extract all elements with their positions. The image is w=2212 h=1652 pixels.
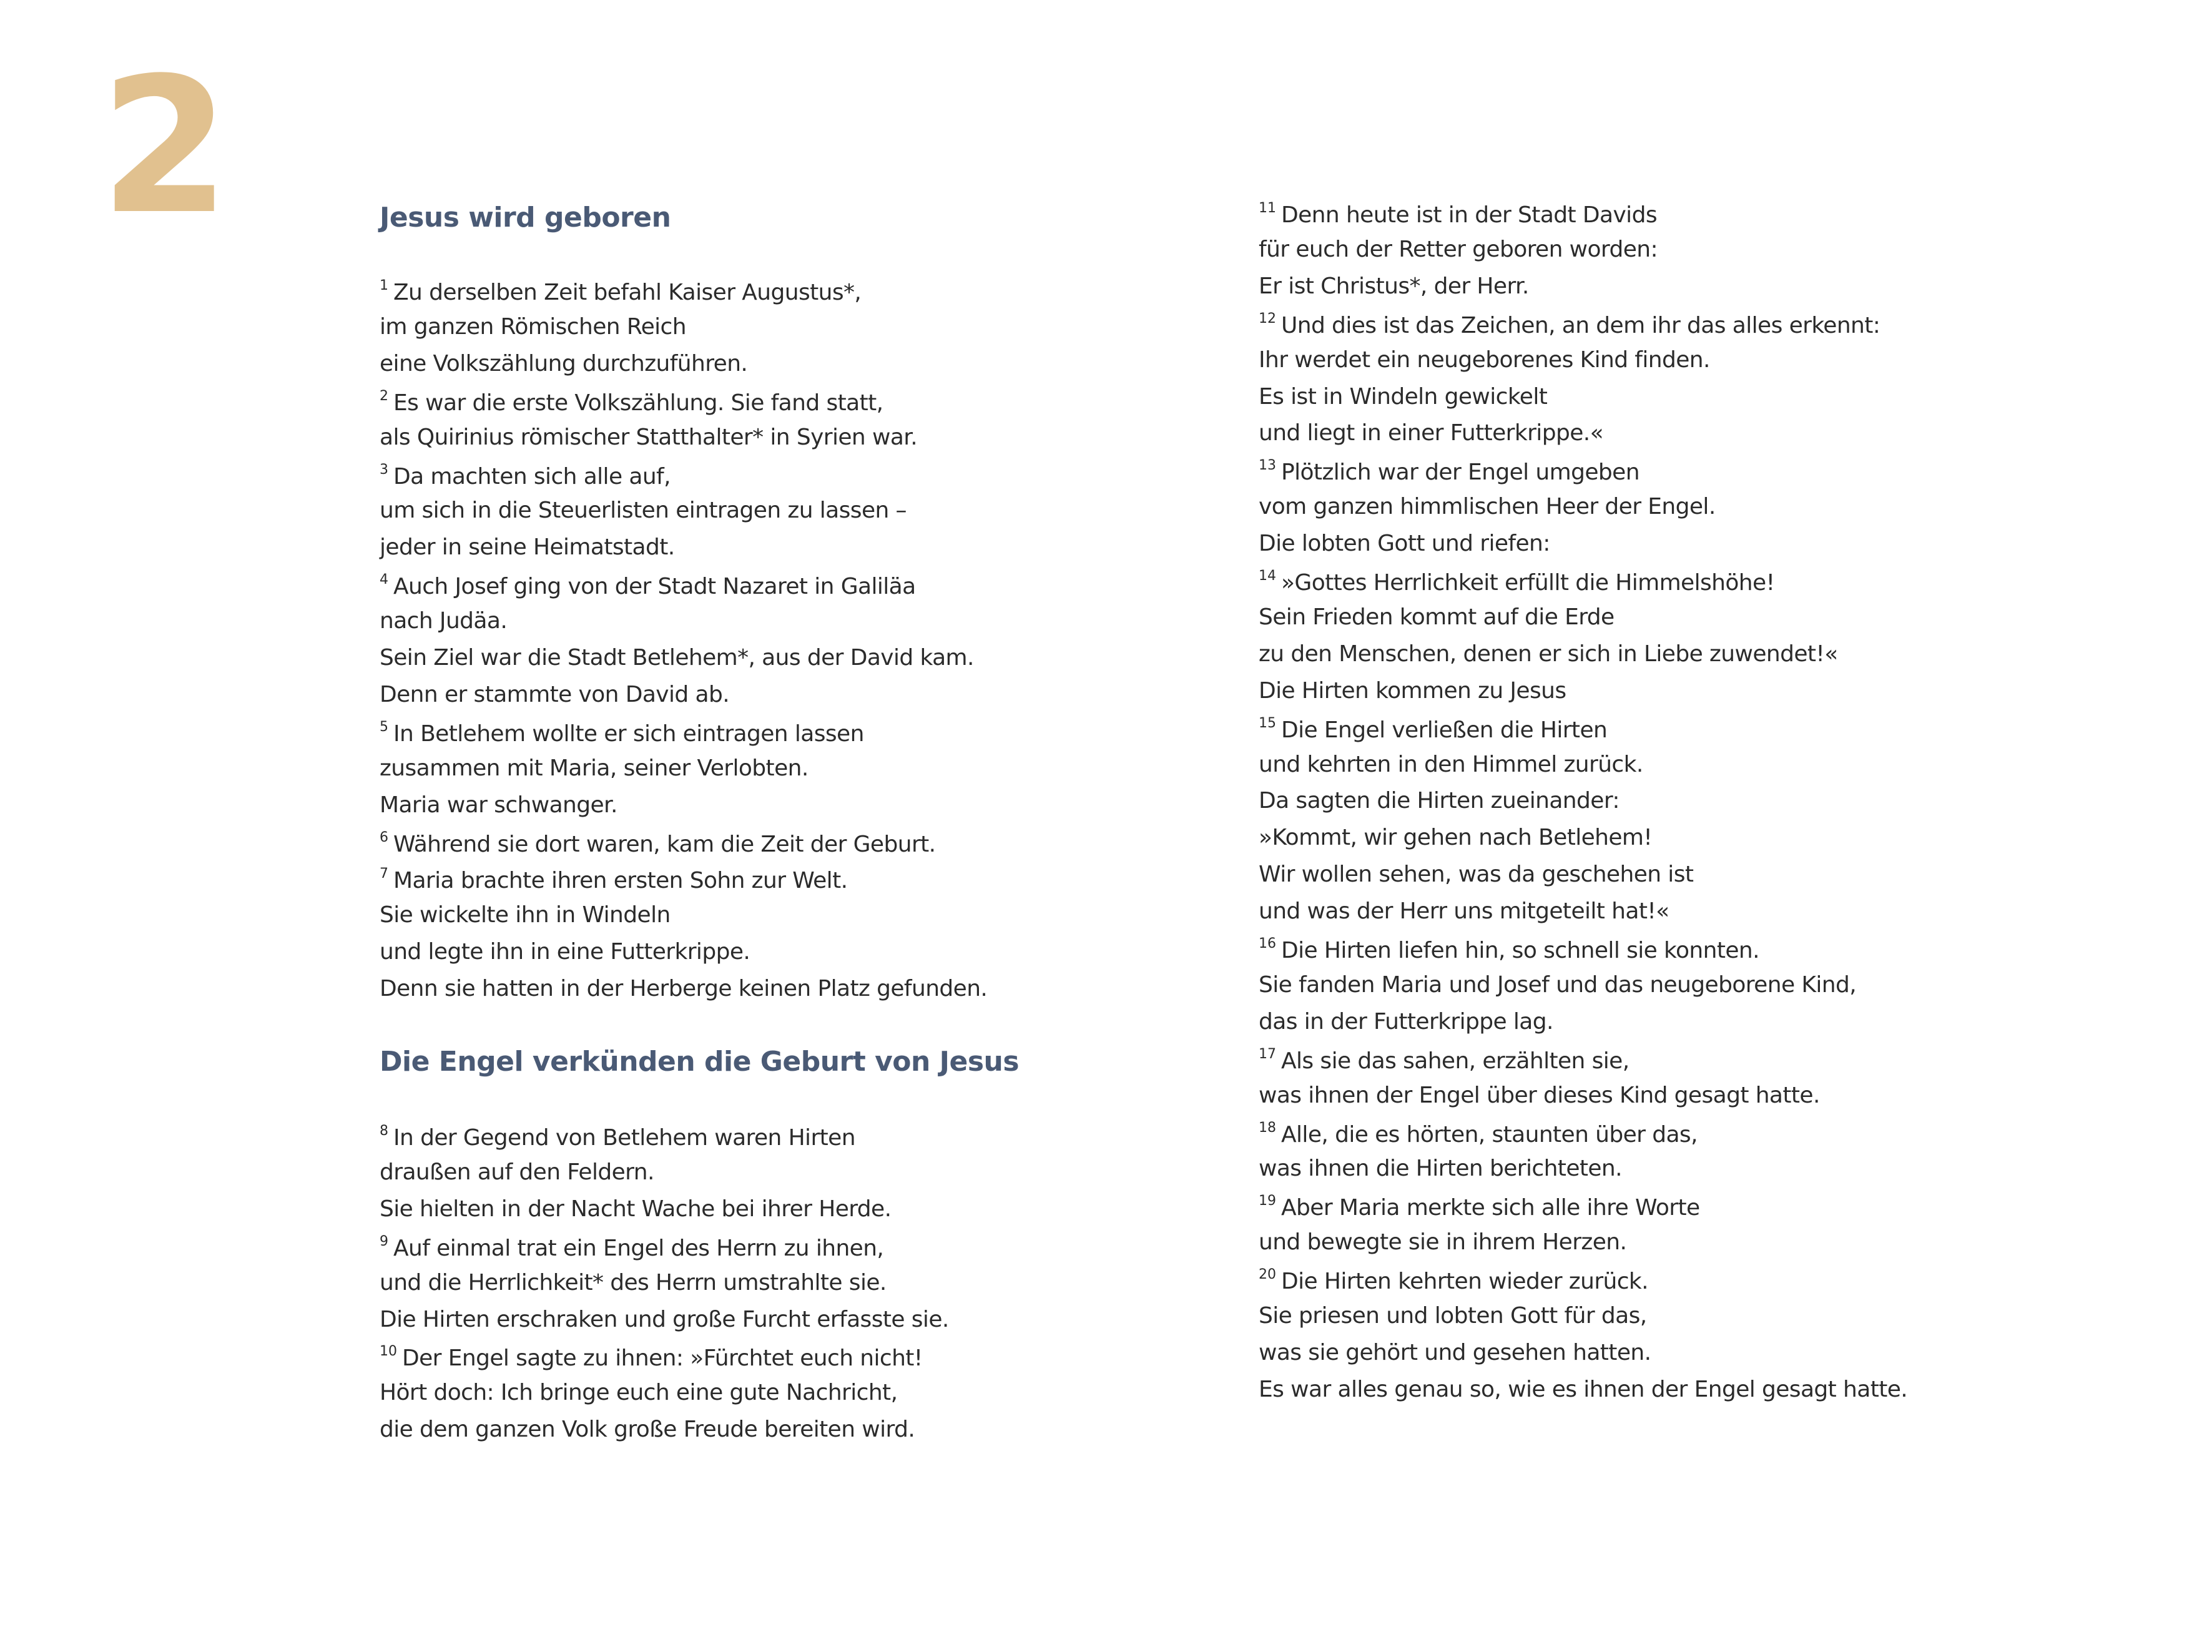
- verse-text: Die Hirten liefen hin, so schnell sie konnten.: [1281, 938, 1759, 963]
- angels-line: [380, 1382, 897, 1404]
- shepherds-line: [1259, 496, 1716, 518]
- verse-text: Sie priesen und lobten Gott für das,: [1259, 1303, 1647, 1329]
- birth-line: [380, 279, 861, 304]
- verse-text: und bewegte sie in ihrem Herzen.: [1259, 1229, 1627, 1256]
- verse-number: 8: [380, 1123, 388, 1139]
- birth-line: [380, 720, 864, 745]
- shepherds-line: [1259, 937, 1759, 962]
- birth-line: [380, 390, 883, 415]
- verse-number: 3: [380, 461, 388, 478]
- birth-line: [380, 647, 974, 669]
- shepherds-line: [1259, 238, 1658, 261]
- verse-text: und liegt in einer Futterkrippe.«: [1259, 420, 1604, 446]
- angels-line: [380, 1198, 891, 1221]
- verse-text: Sein Frieden kommt auf die Erde: [1259, 604, 1615, 630]
- verse-number: 12: [1259, 310, 1276, 327]
- shepherds-line: [1259, 459, 1639, 484]
- verse-text: Aber Maria merkte sich alle ihre Worte: [1281, 1195, 1700, 1221]
- verse-number: 18: [1259, 1119, 1276, 1136]
- birth-line: [380, 463, 671, 488]
- verse-number: 1: [380, 278, 388, 293]
- angels-line: [380, 1161, 654, 1184]
- angels-line: [380, 1124, 855, 1149]
- verse-text: Denn sie hatten in der Herberge keinen Platz gefunden.: [380, 976, 988, 1002]
- verse-text: Die Hirten kommen zu Jesus: [1259, 677, 1566, 704]
- shepherds-line: [1259, 1231, 1626, 1254]
- verse-text: Denn heute ist in der Stadt Davids: [1281, 202, 1657, 228]
- birth-line: [380, 941, 750, 963]
- birth-line: [380, 313, 686, 340]
- verse-text: Da machten sich alle auf,: [393, 463, 671, 489]
- verse-text: nach Judäa.: [380, 608, 508, 634]
- verse-number: 16: [1259, 936, 1276, 951]
- verse-text: Als sie das sahen, erzählten sie,: [1281, 1048, 1630, 1074]
- verse-number: 5: [380, 719, 388, 735]
- shepherds-line: [1259, 677, 1566, 704]
- shepherds-line: [1259, 383, 1548, 410]
- verse-text: Plötzlich war der Engel umgeben: [1281, 460, 1639, 486]
- verse-text: In Betlehem wollte er sich eintragen lassen: [393, 720, 864, 747]
- birth-line: [380, 978, 987, 1000]
- verse-text: und was der Herr uns mitgeteilt hat!«: [1259, 898, 1669, 925]
- verse-text: draußen auf den Feldern.: [380, 1159, 654, 1185]
- verse-text: Auch Josef ging von der Stadt Nazaret in Galiläa: [393, 574, 916, 600]
- verse-text: Wir wollen sehen, was da geschehen ist: [1259, 862, 1694, 888]
- birth-line: [380, 904, 671, 927]
- birth-line: [380, 757, 809, 780]
- birth-line: [380, 573, 916, 598]
- verse-number: 7: [380, 866, 388, 882]
- verse-text: Sie wickelte ihn in Windeln: [380, 902, 671, 928]
- verse-text: was ihnen die Hirten berichteten.: [1259, 1156, 1622, 1182]
- verse-number: 2: [380, 388, 388, 404]
- angels-line: [380, 1269, 887, 1296]
- verse-text: Sie fanden Maria und Josef und das neugeborene Kind,: [1259, 971, 1857, 998]
- shepherds-line: [1259, 900, 1669, 923]
- shepherds-line: [1259, 606, 1615, 629]
- verse-text: Es war die erste Volkszählung. Sie fand statt,: [393, 390, 883, 416]
- verse-number: 10: [380, 1344, 397, 1360]
- shepherds-line: [1259, 1194, 1700, 1219]
- shepherds-line: [1259, 1339, 1651, 1365]
- verse-text: Denn er stammte von David ab.: [380, 681, 730, 707]
- shepherds-line: [1259, 827, 1652, 849]
- shepherds-line: [1259, 1008, 1553, 1035]
- birth-line: [380, 426, 917, 449]
- verse-text: eine Volkszählung durchzuführen.: [380, 350, 748, 376]
- verse-text: das in der Futterkrippe lag.: [1259, 1008, 1553, 1035]
- shepherds-line: [1259, 569, 1774, 594]
- verse-text: Sie hielten in der Nacht Wache bei ihrer Herde.: [380, 1196, 892, 1222]
- verse-text: Ihr werdet ein neugeborenes Kind finden.: [1259, 347, 1710, 373]
- shepherds-line: [1259, 971, 1857, 998]
- shepherds-line: [1259, 1048, 1630, 1073]
- shepherds-line: [1259, 422, 1603, 445]
- shepherds-line: [1259, 1121, 1698, 1146]
- shepherds-line: [1259, 751, 1643, 777]
- shepherds-line: [1259, 717, 1607, 742]
- verse-text: Und dies ist das Zeichen, an dem ihr das alles erkennt:: [1281, 312, 1880, 338]
- shepherds-line: [1259, 1268, 1648, 1293]
- angels-line: [380, 1418, 915, 1441]
- verse-text: Hört doch: Ich bringe euch eine gute Nachricht,: [380, 1380, 898, 1406]
- shepherds-line: [1259, 1376, 1908, 1402]
- verse-text: »Kommt, wir gehen nach Betlehem!: [1259, 825, 1653, 851]
- verse-text: Maria war schwanger.: [380, 792, 617, 818]
- shepherds-line: [1259, 275, 1529, 298]
- angels-line: [380, 1235, 883, 1260]
- verse-text: Es war alles genau so, wie es ihnen der Engel gesagt hatte.: [1259, 1376, 1908, 1402]
- verse-text: Auf einmal trat ein Engel des Herrn zu ihnen,: [393, 1235, 884, 1261]
- verse-text: Während sie dort waren, kam die Zeit der Geburt.: [393, 831, 936, 857]
- section-heading-angels: Die Engel verkünden die Geburt von Jesus: [380, 1046, 1020, 1078]
- birth-line: [380, 831, 936, 856]
- verse-number: 15: [1259, 715, 1276, 731]
- birth-line: [380, 794, 617, 817]
- shepherds-line: [1259, 790, 1620, 812]
- verse-text: Die Engel verließen die Hirten: [1281, 717, 1608, 743]
- angels-line: [380, 1345, 923, 1370]
- verse-text: Maria brachte ihren ersten Sohn zur Welt.: [393, 868, 848, 894]
- verse-text: Die Hirten erschraken und große Furcht erfasste sie.: [380, 1306, 949, 1332]
- shepherds-line: [1259, 533, 1550, 555]
- verse-number: 6: [380, 829, 388, 845]
- verse-text: Die Hirten kehrten wieder zurück.: [1281, 1269, 1649, 1295]
- verse-number: 4: [380, 572, 388, 588]
- birth-line: [380, 867, 847, 892]
- shepherds-line: [1259, 202, 1657, 227]
- verse-text: »Gottes Herrlichkeit erfüllt die Himmelshöhe!: [1281, 570, 1775, 596]
- verse-number: 20: [1259, 1267, 1276, 1283]
- birth-line: [380, 681, 730, 707]
- verse-text: Da sagten die Hirten zueinander:: [1259, 788, 1620, 814]
- verse-text: In der Gegend von Betlehem waren Hirten: [393, 1125, 855, 1151]
- verse-text: vom ganzen himmlischen Heer der Engel.: [1259, 494, 1716, 520]
- chapter-number: 2: [100, 37, 224, 255]
- verse-text: was ihnen der Engel über dieses Kind gesagt hatte.: [1259, 1082, 1820, 1108]
- birth-line: [380, 499, 907, 522]
- verse-text: als Quirinius römischer Statthalter* in Syrien war.: [380, 424, 918, 450]
- verse-text: Die lobten Gott und riefen:: [1259, 531, 1550, 557]
- verse-text: Der Engel sagte zu ihnen: »Fürchtet euch nicht!: [402, 1345, 923, 1372]
- shepherds-line: [1259, 349, 1710, 371]
- verse-text: und die Herrlichkeit* des Herrn umstrahlte sie.: [380, 1269, 887, 1296]
- verse-text: Alle, die es hörten, staunten über das,: [1281, 1121, 1698, 1148]
- verse-text: und legte ihn in eine Futterkrippe.: [380, 939, 750, 965]
- verse-text: Er ist Christus*, der Herr.: [1259, 273, 1529, 299]
- shepherds-line: [1259, 1158, 1622, 1180]
- verse-text: und kehrten in den Himmel zurück.: [1259, 751, 1643, 777]
- verse-text: zusammen mit Maria, seiner Verlobten.: [380, 755, 809, 781]
- verse-text: die dem ganzen Volk große Freude bereiten wird.: [380, 1417, 915, 1443]
- verse-number: 17: [1259, 1046, 1276, 1062]
- verse-number: 9: [380, 1233, 388, 1249]
- birth-line: [380, 350, 748, 376]
- verse-number: 14: [1259, 568, 1276, 584]
- shepherds-line: [1259, 1305, 1647, 1327]
- angels-line: [380, 1306, 949, 1332]
- shepherds-line: [1259, 863, 1693, 886]
- verse-text: im ganzen Römischen Reich: [380, 313, 686, 340]
- shepherds-line: [1259, 1084, 1820, 1107]
- verse-text: Sein Ziel war die Stadt Betlehem*, aus der David kam.: [380, 645, 974, 671]
- shepherds-line: [1259, 312, 1880, 337]
- verse-text: Zu derselben Zeit befahl Kaiser Augustus*,: [393, 280, 862, 305]
- birth-line: [380, 536, 675, 559]
- verse-text: für euch der Retter geboren worden:: [1259, 236, 1658, 262]
- verse-text: um sich in die Steuerlisten eintragen zu lassen –: [380, 498, 907, 524]
- verse-number: 11: [1259, 200, 1276, 216]
- verse-text: Es ist in Windeln gewickelt: [1259, 383, 1548, 410]
- verse-text: zu den Menschen, denen er sich in Liebe zuwendet!«: [1259, 641, 1838, 667]
- verse-number: 19: [1259, 1193, 1276, 1209]
- birth-line: [380, 610, 507, 632]
- section-heading-birth: Jesus wird geboren: [380, 202, 671, 234]
- verse-text: jeder in seine Heimatstadt.: [380, 534, 675, 561]
- shepherds-line: [1259, 643, 1838, 666]
- verse-text: was sie gehört und gesehen hatten.: [1259, 1339, 1651, 1365]
- verse-number: 13: [1259, 458, 1276, 474]
